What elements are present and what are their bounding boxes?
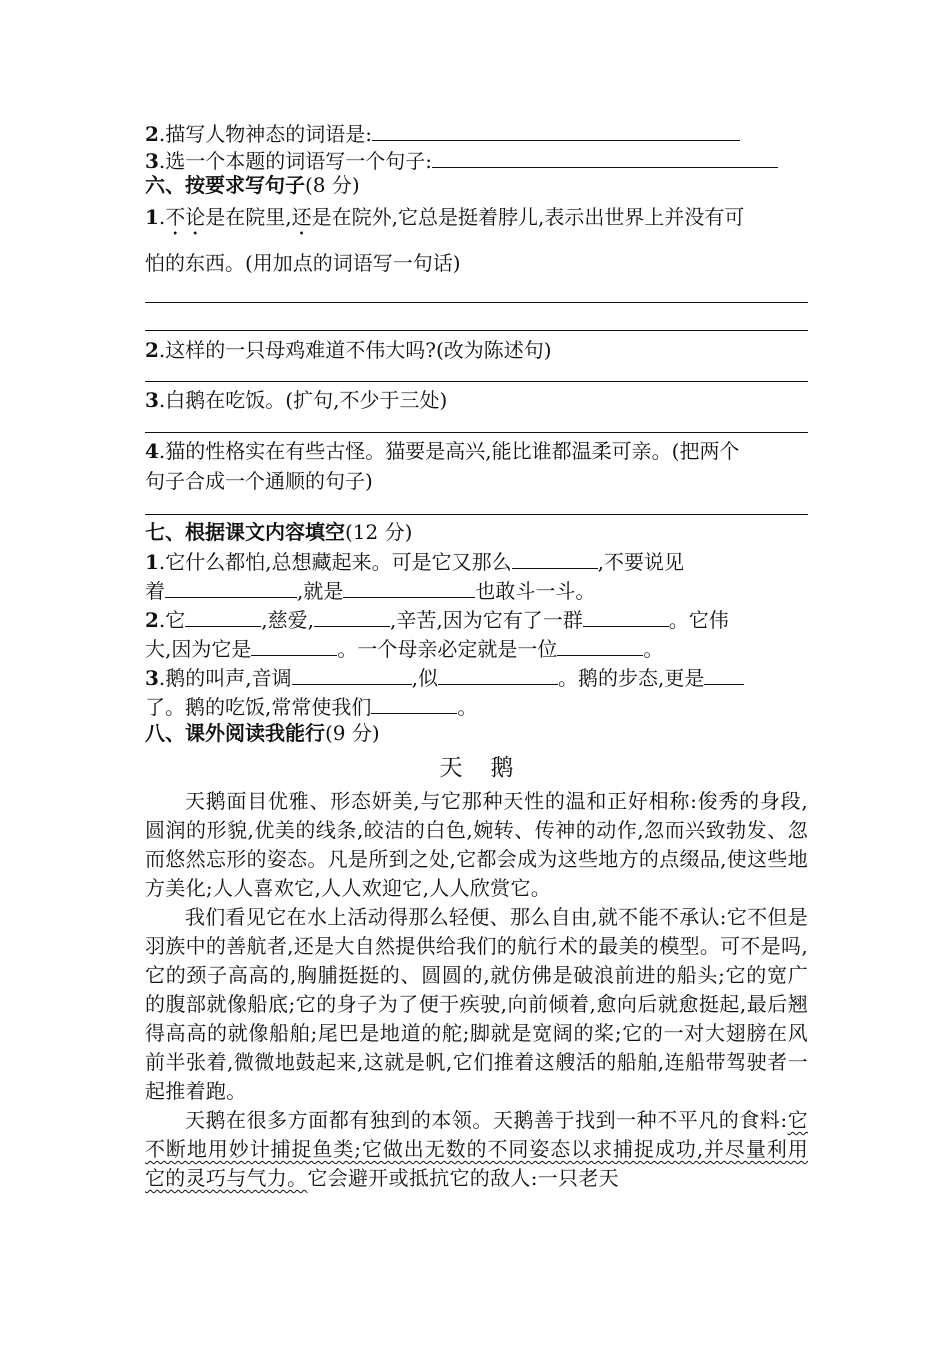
answer-line[interactable] <box>145 288 808 303</box>
worksheet-page <box>145 118 808 1193</box>
section-score: (8 分) <box>305 173 360 197</box>
answer-line[interactable] <box>145 496 808 515</box>
fill-blank[interactable] <box>583 604 669 627</box>
question-text: .描写人物神态的词语是: <box>158 122 373 146</box>
s6-item-3 <box>145 387 808 414</box>
section-title: 七、根据课文内容填空 <box>145 520 345 544</box>
s7-item-2-line-1 <box>145 604 808 633</box>
answer-blank[interactable] <box>432 145 778 168</box>
fill-blank[interactable] <box>343 575 475 598</box>
emphasized-word: 不论 <box>165 205 206 229</box>
question-text: .白鹅在吃饭。(扩句,不少于三处) <box>158 388 448 412</box>
question-text: .它 <box>158 608 186 632</box>
q5-item-2 <box>145 118 808 145</box>
fill-blank[interactable] <box>704 662 744 685</box>
question-text: 。鹅的步态,更是 <box>558 666 705 690</box>
question-text: 了。鹅的吃饭,常常使我们 <box>145 695 372 719</box>
paragraph-text: 它会避开或抵抗它的敌人:一只老天 <box>307 1166 619 1190</box>
s6-item-2 <box>145 337 808 364</box>
article-title: 天鹅 <box>439 755 542 781</box>
item-number: 2 <box>145 122 159 146</box>
question-text: 怕的东西。(用加点的词语写一句话) <box>145 251 461 275</box>
article-paragraph-2: 我们看见它在水上活动得那么轻便、那么自由,就不能不承认:它不但是羽族中的善航者,还是大自然提供给我们的航行术的最美的模型。可不是吗,它的颈子高高的,胸脯挺挺的、圆圆的,就仿佛是破浪前进的船头;它的宽广的腹部就像船底;它的身子为了便于疾驶,向前倾着,愈向后就愈挺起,最后翘得高高的就像船舶;尾巴是地道的舵;脚就是宽阔的桨;它的一对大翅膀在风前半张着,微微地鼓起来,这就是帆,它们推着这艘活的船舶,连船带驾驶者一起推着跑。 <box>145 905 808 1103</box>
question-text: 是在院外,它总是挺着脖儿,表示出世界上并没有可 <box>311 205 745 229</box>
s6-item-4 <box>145 436 808 496</box>
question-text: ,辛苦,因为它有了一群 <box>390 608 583 632</box>
answer-blank[interactable] <box>372 118 740 141</box>
article-paragraph-3 <box>145 1106 808 1193</box>
item-number: 3 <box>145 149 159 173</box>
fill-blank[interactable] <box>292 662 412 685</box>
section-score: (9 分) <box>325 721 380 745</box>
question-text: ,似 <box>411 666 438 690</box>
s7-item-1-line-1 <box>145 546 808 575</box>
fill-blank[interactable] <box>438 662 558 685</box>
section-7-heading <box>145 519 808 546</box>
section-6-heading <box>145 172 808 199</box>
item-number: 2 <box>145 608 159 632</box>
fill-blank[interactable] <box>371 691 457 714</box>
question-text: ,慈爱, <box>261 608 314 632</box>
article-paragraph-1: 天鹅面目优雅、形态妍美,与它那种天性的温和正好相称:俊秀的身段,圆润的形貌,优美的线条,皎洁的白色,婉转、传神的动作,忽而兴致勃发、忽而悠然忘形的姿态。凡是所到之处,它都会成为这些地方的点缀品,使这些地方美化;人人喜欢它,人人欢迎它,人人欣赏它。 <box>145 789 808 900</box>
q5-item-3 <box>145 145 808 172</box>
question-text: .猫的性格实在有些古怪。猫要是高兴,能比谁都温柔可亲。(把两个 <box>158 439 740 463</box>
section-title: 六、按要求写句子 <box>145 173 305 197</box>
question-text: 着 <box>145 579 165 603</box>
question-text: 。 <box>457 695 478 719</box>
question-text: ,就是 <box>297 579 344 603</box>
emphasized-word: 还 <box>291 205 312 229</box>
question-text: ,不要说见 <box>597 550 684 574</box>
item-number: 3 <box>145 666 159 690</box>
answer-line[interactable] <box>145 364 808 382</box>
fill-blank[interactable] <box>165 575 297 598</box>
question-text: 。 <box>643 637 664 661</box>
item-number: 1 <box>145 205 159 229</box>
question-text: .鹅的叫声,音调 <box>158 666 292 690</box>
question-text: 是在院里, <box>205 205 292 229</box>
section-8-heading <box>145 720 808 747</box>
question-text: 句子合成一个通顺的句子) <box>145 469 373 493</box>
question-text: .选一个本题的词语写一个句子: <box>158 149 433 173</box>
wavy-underlined-text: 它不断地用妙计捕捉鱼类;它做出无数的不同姿态以求捕捉成功,并尽量利用它的灵巧与气力。 <box>145 1108 808 1190</box>
question-text: .这样的一只母鸡难道不伟大吗?(改为陈述句) <box>158 338 552 362</box>
fill-blank[interactable] <box>512 546 598 569</box>
s6-item-1 <box>145 202 808 278</box>
question-text: 。一个母亲必定就是一位 <box>337 637 558 661</box>
s7-item-1-line-2 <box>145 575 808 604</box>
item-number: 4 <box>145 439 159 463</box>
s7-item-3-line-2 <box>145 691 808 720</box>
s7-item-3-line-1 <box>145 662 808 691</box>
fill-blank[interactable] <box>557 633 643 656</box>
section-title: 八、课外阅读我能行 <box>145 721 325 745</box>
answer-line[interactable] <box>145 414 808 433</box>
fill-blank[interactable] <box>185 604 261 627</box>
question-text: .它什么都怕,总想藏起来。可是它又那么 <box>158 550 512 574</box>
answer-line[interactable] <box>145 303 808 331</box>
item-number: 1 <box>145 550 159 574</box>
fill-blank[interactable] <box>314 604 390 627</box>
question-text: 也敢斗一斗。 <box>475 579 596 603</box>
fill-blank[interactable] <box>251 633 337 656</box>
paragraph-text: 天鹅在很多方面都有独到的本领。天鹅善于找到一种不平凡的食料: <box>185 1108 788 1132</box>
item-number: 3 <box>145 388 159 412</box>
s7-item-2-line-2 <box>145 633 808 662</box>
question-text: 。它伟 <box>668 608 729 632</box>
question-text: 大,因为它是 <box>145 637 252 661</box>
section-score: (12 分) <box>345 520 413 544</box>
item-number: 2 <box>145 338 159 362</box>
question-text: . <box>158 205 166 229</box>
